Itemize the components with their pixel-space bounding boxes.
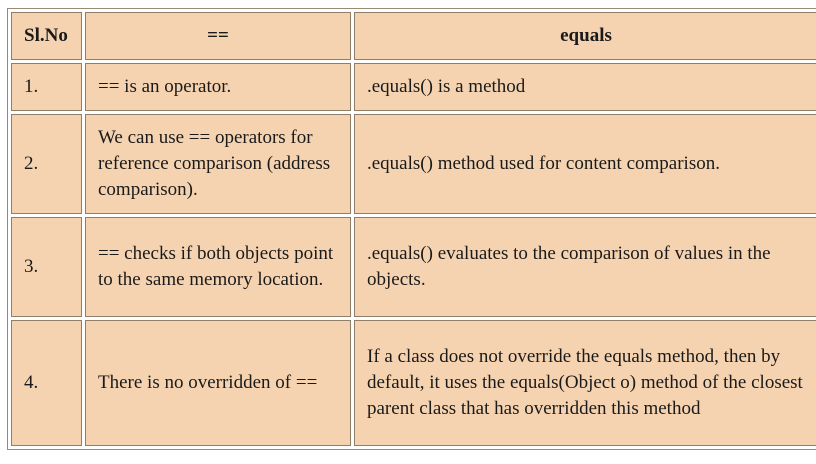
header-eq-operator: == [85,12,351,60]
eq-operator-cell: == is an operator. [85,63,351,111]
comparison-table [7,8,816,450]
row-number-cell: 3. [11,217,82,317]
row-number-cell: 2. [11,114,82,214]
table-row [11,63,816,111]
table-row [11,217,816,317]
comparison-table-container [7,8,808,450]
row-number-cell: 1. [11,63,82,111]
equals-cell: .equals() evaluates to the comparison of values in the objects. [354,217,816,317]
equals-cell: .equals() is a method [354,63,816,111]
header-equals: equals [354,12,816,60]
equals-cell: If a class does not override the equals method, then by default, it uses the equals(Object o) method of the closest parent class that has overridden this method [354,320,816,446]
table-row [11,114,816,214]
table-row [11,320,816,446]
eq-operator-cell: We can use == operators for reference comparison (address comparison). [85,114,351,214]
eq-operator-cell: There is no overridden of == [85,320,351,446]
header-row [11,12,816,60]
header-sl-no: Sl.No [11,12,82,60]
row-number-cell: 4. [11,320,82,446]
equals-cell: .equals() method used for content comparison. [354,114,816,214]
eq-operator-cell: == checks if both objects point to the same memory location. [85,217,351,317]
